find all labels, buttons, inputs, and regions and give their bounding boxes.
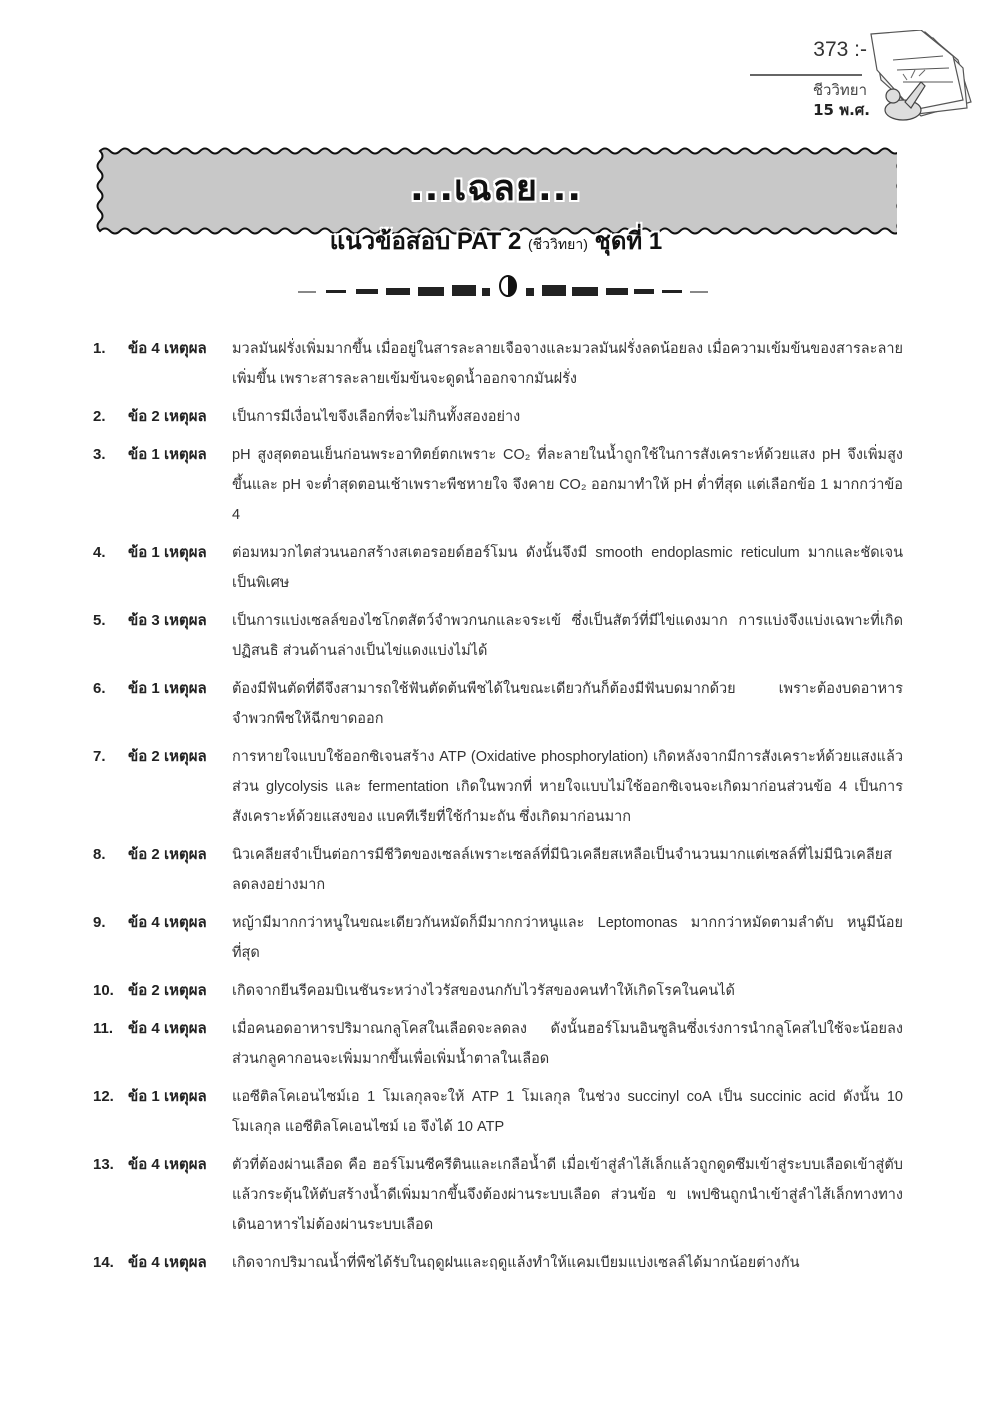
papers-illustration-icon xyxy=(863,30,988,130)
answer-reason: การหายใจแบบใช้ออกซิเจนสร้าง ATP (Oxidative phosphorylation) เกิดหลังจากมีการสังเคราะห์ด้วยแสงแล้ว ส่วน glycolysis และ fermentation เกิดในพวกที่ หายใจแบบไม่ใช้ออกซิเจนจะเกิดมาก่อนส่วนข้อ 4 เป็นการสังเคราะห์ด้วยแสงของ แบคทีเรียที่ใช้กำมะถัน ซึ่งเกิดมาก่อนมาก xyxy=(232,749,903,825)
answer-key: ข้อ 2 เหตุผล xyxy=(128,748,207,765)
answer-item xyxy=(93,674,903,734)
answer-number: 7. xyxy=(93,748,106,765)
answer-key: ข้อ 4 เหตุผล xyxy=(128,914,207,931)
answer-banner xyxy=(95,145,897,255)
answer-reason: มวลมันฝรั่งเพิ่มมากขึ้น เมื่ออยู่ในสารละลายเจือจางและมวลมันฝรั่งลดน้อยลง เมื่อความเข้มข้นของสารละลายเพิ่มขึ้น เพราะสารละลายเข้มข้นจะดูดน้ำออกจากมันฝรั่ง xyxy=(232,341,903,387)
subtitle-main: แนวข้อสอบ PAT 2 xyxy=(329,228,522,255)
answer-number: 9. xyxy=(93,914,106,931)
answer-key: ข้อ 2 เหตุผล xyxy=(128,846,207,863)
answer-reason: แอซีติลโคเอนไซม์เอ 1 โมเลกุลจะให้ ATP 1 โมเลกุล ในช่วง succinyl coA เป็น succinic acid ดังนั้น 10 โมเลกุล แอซีติลโคเอนไซม์ เอ จึงได้ 10 ATP xyxy=(232,1089,903,1135)
answer-key: ข้อ 1 เหตุผล xyxy=(128,1088,207,1105)
answer-reason: หญ้ามีมากกว่าหนูในขณะเดียวกันหมัดก็มีมากกว่าหนูและ Leptomonas มากกว่าหมัดตามลำดับ หนูมีน้อยที่สุด xyxy=(232,915,903,961)
answer-key: ข้อ 2 เหตุผล xyxy=(128,982,207,999)
answer-number: 8. xyxy=(93,846,106,863)
answer-reason: เป็นการมีเงื่อนไขจึงเลือกที่จะไม่กินทั้งสองอย่าง xyxy=(232,409,521,425)
banner-title: ...เฉลย... xyxy=(409,168,583,209)
answer-item xyxy=(93,742,903,832)
page-header xyxy=(745,30,985,130)
answer-number: 5. xyxy=(93,612,106,629)
answer-key: ข้อ 2 เหตุผล xyxy=(128,408,207,425)
answer-reason: นิวเคลียสจำเป็นต่อการมีชีวิตของเซลล์เพราะเซลล์ที่มีนิวเคลียสเหลือเป็นจำนวนมากแต่เซลล์ที่ไม่มีนิวเคลียสลดลงอย่างมาก xyxy=(232,847,893,893)
answer-item xyxy=(93,538,903,598)
answer-item xyxy=(93,334,903,394)
header-date: 15 พ.ศ. xyxy=(813,101,870,119)
answer-key: ข้อ 4 เหตุผล xyxy=(128,1156,207,1173)
answer-reason: ตัวที่ต้องผ่านเลือด คือ ฮอร์โมนซีครีตินและเกลือน้ำดี เมื่อเข้าสู่ลำไส้เล็กแล้วถูกดูดซึมเข้าสู่ระบบเลือดเข้าสู่ตับแล้วกระตุ้นให้ตับสร้างน้ำดีเพิ่มมากขึ้นจึงต้องผ่านระบบเลือด ส่วนข้อ ข เพปซินถูกนำเข้าสู่ลำไส้เล็กทางทางเดินอาหารไม่ต้องผ่านระบบเลือด xyxy=(232,1157,903,1233)
answer-number: 14. xyxy=(93,1254,114,1271)
decorative-divider xyxy=(290,272,710,302)
answer-item xyxy=(93,1082,903,1142)
answer-item xyxy=(93,606,903,666)
answer-item xyxy=(93,908,903,968)
header-subject: ชีววิทยา xyxy=(812,81,867,99)
answer-reason: pH สูงสุดตอนเย็นก่อนพระอาทิตย์ตกเพราะ CO₂ ที่ละลายในน้ำถูกใช้ในการสังเคราะห์ด้วยแสง pH จึงเพิ่มสูงขึ้นและ pH จะต่ำสุดตอนเช้าเพราะพืชหายใจ จึงคาย CO₂ ออกมาทำให้ pH ต่ำที่สุด แต่เลือกข้อ 1 มากกว่าข้อ 4 xyxy=(232,447,903,523)
answer-item xyxy=(93,1150,903,1240)
answer-item xyxy=(93,402,903,432)
answer-reason: เป็นการแบ่งเซลล์ของไซโกตสัตว์จำพวกนกและจระเข้ ซึ่งเป็นสัตว์ที่มีไข่แดงมาก การแบ่งจึงแบ่งเฉพาะที่เกิดปฏิสนธิ ส่วนด้านล่างเป็นไข่แดงแบ่งไม่ได้ xyxy=(232,613,903,659)
answer-item xyxy=(93,976,903,1006)
banner-subtitle xyxy=(95,221,897,260)
answer-number: 4. xyxy=(93,544,106,561)
answer-key: ข้อ 1 เหตุผล xyxy=(128,544,207,561)
subtitle-subject: (ชีววิทยา) xyxy=(528,236,588,252)
half-moon-icon xyxy=(500,276,516,296)
answer-key: ข้อ 4 เหตุผล xyxy=(128,1254,207,1271)
answer-item xyxy=(93,1248,903,1278)
answer-list xyxy=(93,334,903,1286)
answer-item xyxy=(93,1014,903,1074)
header-rule xyxy=(750,74,862,76)
page-number: 373 :- xyxy=(813,38,867,61)
answer-key: ข้อ 1 เหตุผล xyxy=(128,680,207,697)
answer-number: 10. xyxy=(93,982,114,999)
answer-number: 1. xyxy=(93,340,106,357)
answer-number: 12. xyxy=(93,1088,114,1105)
answer-number: 11. xyxy=(93,1020,114,1037)
answer-key: ข้อ 4 เหตุผล xyxy=(128,340,207,357)
answer-key: ข้อ 4 เหตุผล xyxy=(128,1020,207,1037)
answer-reason: เกิดจากปริมาณน้ำที่พืชได้รับในฤดูฝนและฤดูแล้งทำให้แคมเบียมแบ่งเซลล์ได้มากน้อยต่างกัน xyxy=(232,1255,800,1271)
answer-number: 13. xyxy=(93,1156,114,1173)
answer-item xyxy=(93,840,903,900)
answer-number: 2. xyxy=(93,408,106,425)
answer-key: ข้อ 3 เหตุผล xyxy=(128,612,207,629)
answer-reason: ต้องมีฟันตัดที่ดีจึงสามารถใช้ฟันตัดต้นพืชได้ในขณะเดียวกันก็ต้องมีฟันบดมากด้วย เพราะต้องบดอาหารจำพวกพืชให้ฉีกขาดออก xyxy=(232,681,903,727)
answer-number: 6. xyxy=(93,680,106,697)
answer-item xyxy=(93,440,903,530)
answer-reason: ต่อมหมวกไตส่วนนอกสร้างสเตอรอยด์ฮอร์โมน ดังนั้นจึงมี smooth endoplasmic reticulum มากและชัดเจนเป็นพิเศษ xyxy=(232,545,903,591)
subtitle-set: ชุดที่ 1 xyxy=(594,228,663,255)
answer-key: ข้อ 1 เหตุผล xyxy=(128,446,207,463)
answer-number: 3. xyxy=(93,446,106,463)
answer-reason: เกิดจากยีนรีคอมบิเนชันระหว่างไวรัสของนกกับไวรัสของคนทำให้เกิดโรคในคนได้ xyxy=(232,983,735,999)
answer-reason: เมื่อคนอดอาหารปริมาณกลูโคสในเลือดจะลดลง ดังนั้นฮอร์โมนอินซูลินซึ่งเร่งการนำกลูโคสไปใช้จะน้อยลง ส่วนกลูคากอนจะเพิ่มมากขึ้นเพื่อเพิ่มน้ำตาลในเลือด xyxy=(232,1021,903,1067)
